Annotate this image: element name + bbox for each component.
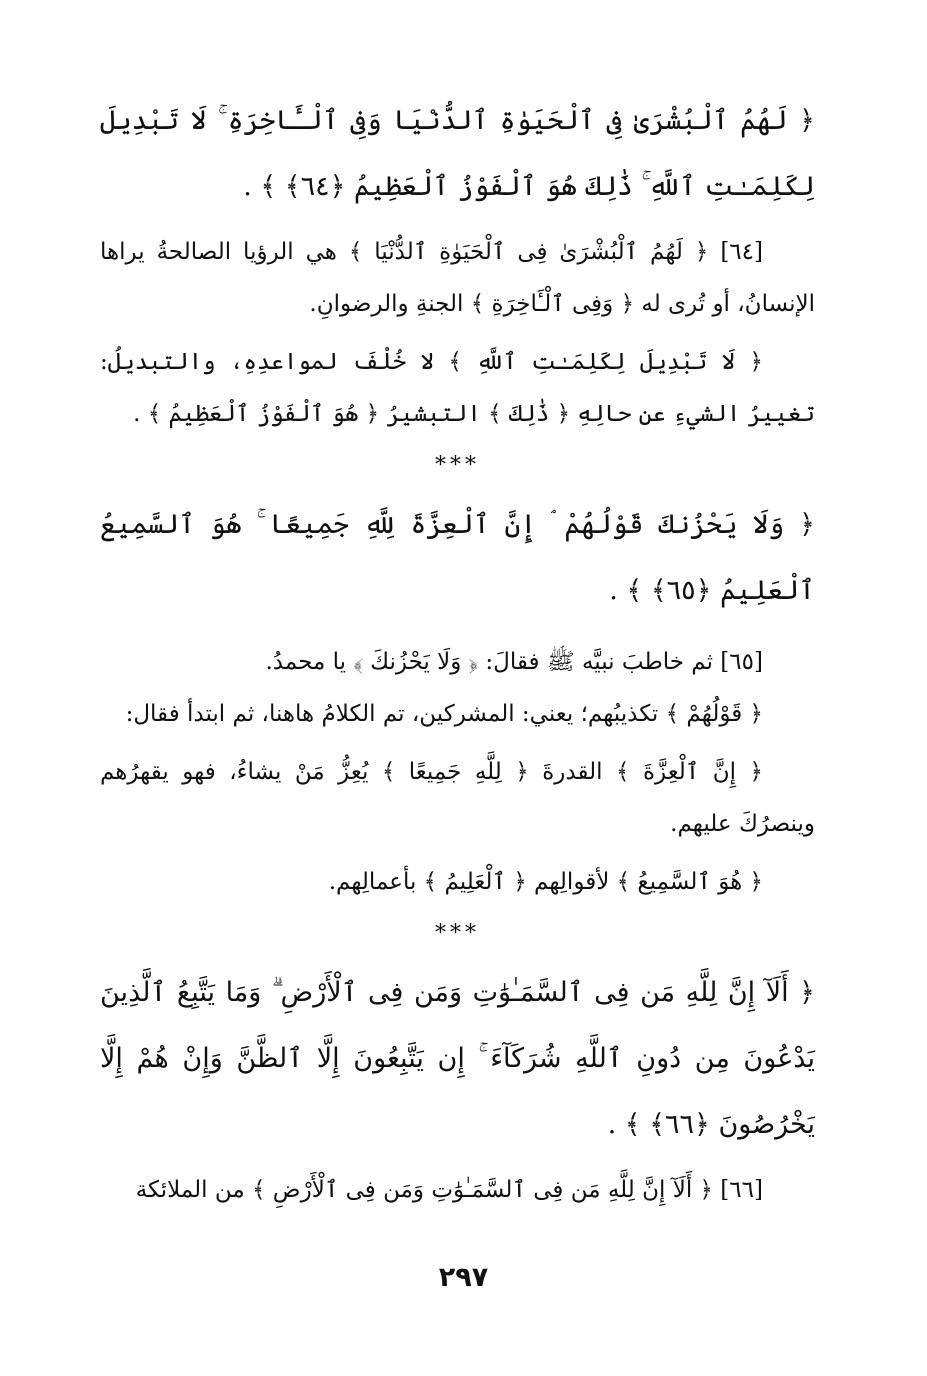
quran-verse-66: ﴿ أَلَآ إِنَّ لِلَّهِ مَن فِى ٱلسَّمَـٰوَٰتِ وَمَن فِى ٱلْأَرْضِ ۗ وَمَا يَتَّبِعُ ٱلَّذِينَ يَدْعُونَ مِن دُونِ ٱللَّهِ شُرَكَآءَ ۚ إِن يَتَّبِعُونَ إِلَّا ٱلظَّنَّ وَإِنْ هُمْ إِلَّا يَخْرُصُونَ ﴿٦٦﴾ ﴾ . — [100, 977, 815, 1140]
commentary-65-b: ﴿ قَوْلُهُمْ ﴾ تكذيبُهم؛ يعني: المشركين، تم الكلامُ هاهنا، ثم ابتدأ فقال: — [125, 701, 763, 727]
quran-verse-65: ﴿ وَلَا يَحْزُنكَ قَوْلُهُمْ ۘ إِنَّ ٱلْعِزَّةَ لِلَّهِ جَمِيعًا ۚ هُوَ ٱلسَّمِيعُ ٱلْعَلِيمُ ﴿٦٥﴾ ﴾ . — [100, 509, 815, 606]
commentary-66-a: [٦٦] ﴿ أَلَآ إِنَّ لِلَّهِ مَن فِى ٱلسَّمَـٰوَٰتِ وَمَن فِى ٱلْأَرْضِ ﴾ من الملائكة — [135, 1177, 763, 1203]
commentary-65-a: [٦٥] ثم خاطبَ نبيَّه ﷺ فقالَ: ﴿ وَلَا يَحْزُنكَ ﴾ يا محمدُ. — [265, 649, 763, 675]
commentary-64-a: [٦٤] ﴿ لَهُمُ ٱلْبُشْرَىٰ فِى ٱلْحَيَوٰةِ ٱلدُّنْيَا ﴾ هي الرؤيا الصالحةُ يراها الإنسانُ، أو تُرى له ﴿ وَفِى ٱلْـَٔاخِرَةِ ﴾ الجنةِ والرضوانِ. — [100, 239, 815, 317]
page-number: ٢٩٧ — [438, 1262, 489, 1293]
commentary-65-c: ﴿ إِنَّ ٱلْعِزَّةَ ﴾ القدرةَ ﴿ لِلَّهِ جَمِيعًا ﴾ يُعِزُّ مَنْ يشاءُ، فهو يقهرُهم وينصرُكَ عليهم. — [100, 759, 815, 837]
quran-verse-64: ﴿ لَهُمُ ٱلْبُشْرَىٰ فِى ٱلْحَيَوٰةِ ٱلدُّنْيَا وَفِى ٱلْـَٔاخِرَةِ ۚ لَا تَبْدِيلَ لِكَلِمَـٰتِ ٱللَّهِ ۚ ذَٰلِكَ هُوَ ٱلْفَوْزُ ٱلْعَظِيمُ ﴿٦٤﴾ ﴾ . — [100, 105, 815, 202]
page-body — [100, 88, 815, 1216]
commentary-64-b: ﴿ لَا تَبْدِيلَ لِكَلِمَـٰتِ ٱللَّهِ ﴾ لا خُلْفَ لمواعدِهِ، والتبديلُ: تغييرُ الشيءِ عن حالِهِ ﴿ ذَٰلِكَ ﴾ التبشيرُ ﴿ هُوَ ٱلْفَوْزُ ٱلْعَظِيمُ ﴾ . — [100, 349, 815, 427]
section-separator: *** — [435, 921, 480, 946]
section-separator: *** — [435, 453, 480, 478]
commentary-65-d: ﴿ هُوَ ٱلسَّمِيعُ ﴾ لأقوالِهم ﴿ ٱلْعَلِيمُ ﴾ بأعمالِهم. — [328, 869, 763, 895]
